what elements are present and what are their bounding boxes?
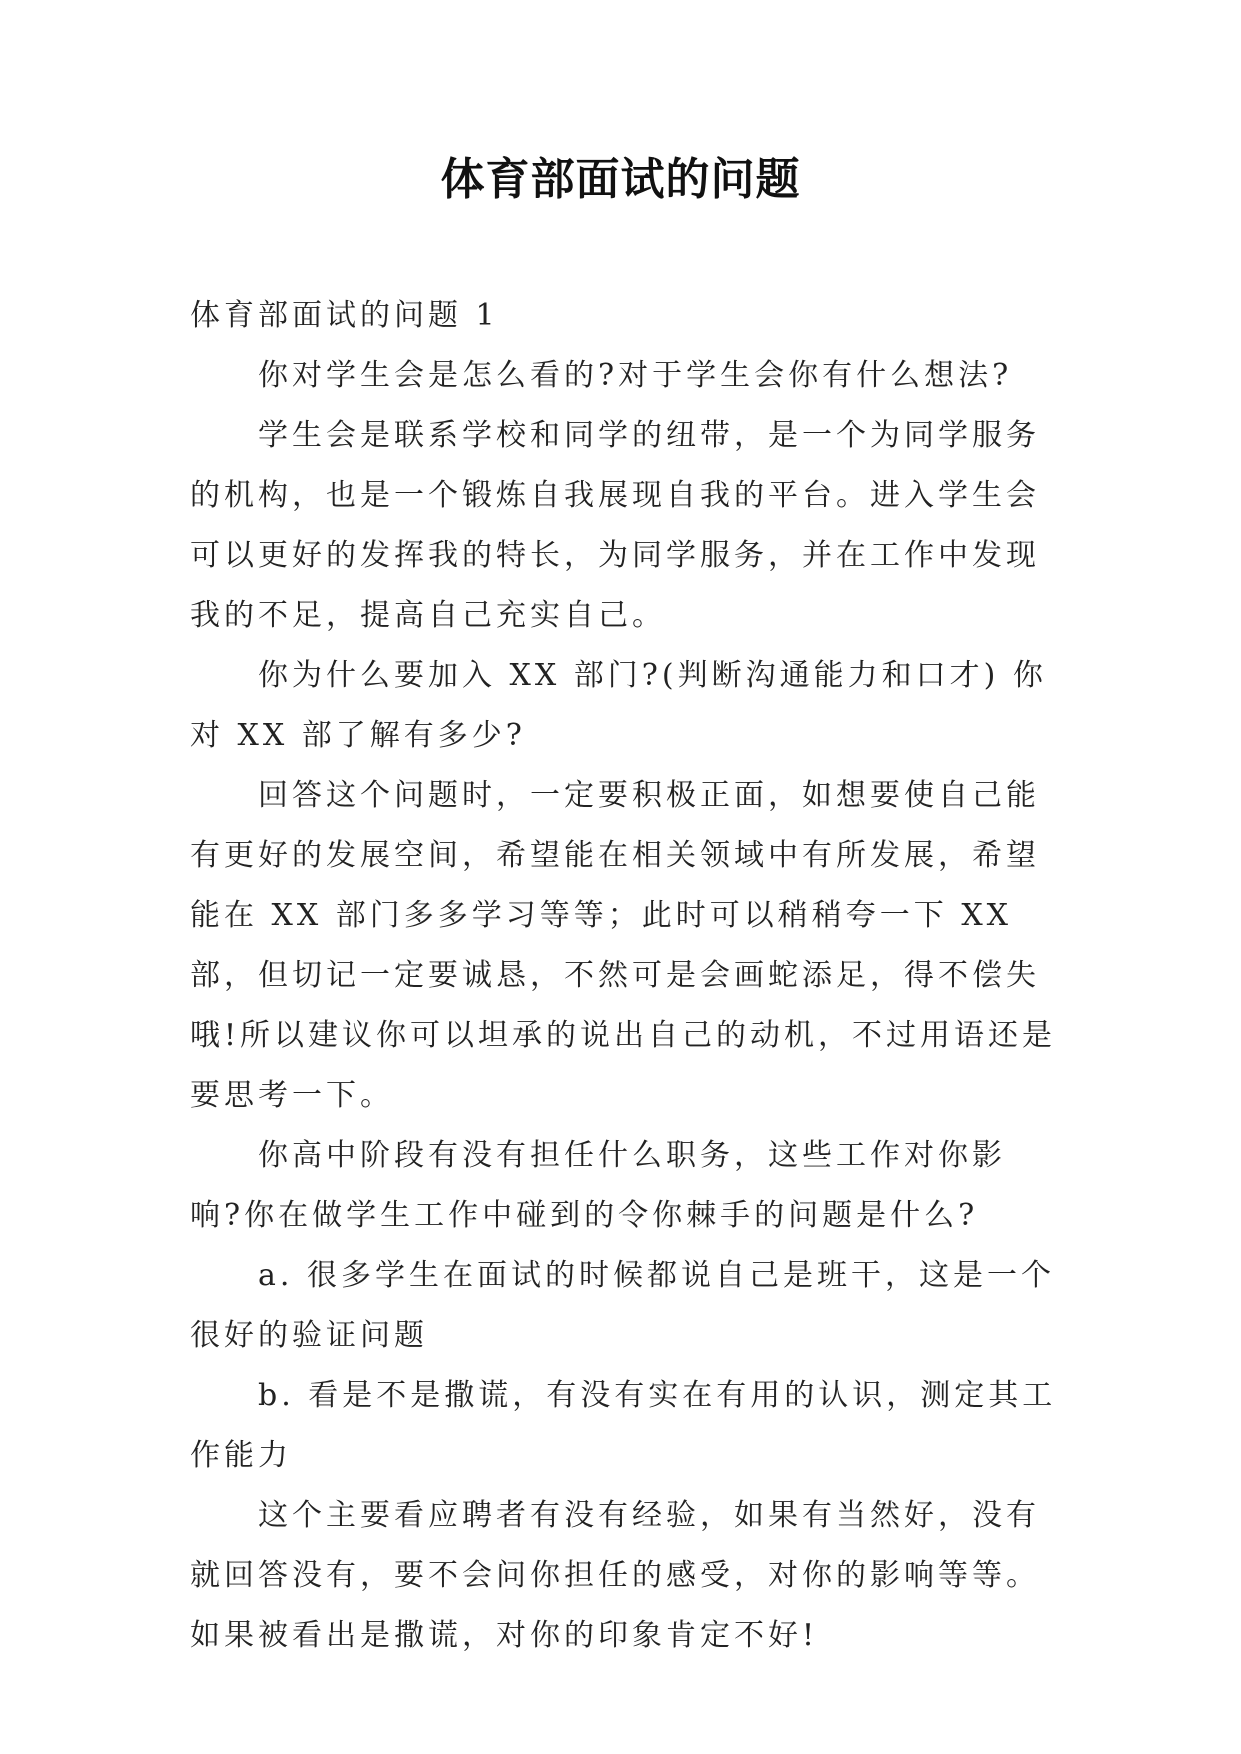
paragraph-question-2: 你为什么要加入 XX 部门?(判断沟通能力和口才) 你对 XX 部了解有多少? <box>190 658 1047 753</box>
paragraph-answer-3: 这个主要看应聘者有没有经验，如果有当然好，没有就回答没有，要不会问你担任的感受，对你的影响等等。如果被看出是撒谎，对你的印象肯定不好! <box>190 1498 1040 1653</box>
paragraph-question-3: 你高中阶段有没有担任什么职务，这些工作对你影响?你在做学生工作中碰到的令你棘手的问题是什么? <box>190 1138 1006 1233</box>
paragraph-answer-2: 回答这个问题时，一定要积极正面，如想要使自己能有更好的发展空间，希望能在相关领域中有所发展，希望能在 XX 部门多多学习等等；此时可以稍稍夸一下 XX 部，但切记一定要诚恳，不然可是会画蛇添足，得不偿失哦!所以建议你可以坦承的说出自己的动机，不过用语还是要思考一下。 <box>190 778 1057 1113</box>
document-title: 体育部面试的问题 <box>440 154 801 205</box>
section-heading: 体育部面试的问题 1 <box>190 298 499 333</box>
paragraph-point-b: b. 看是不是撒谎，有没有实在有用的认识，测定其工作能力 <box>190 1378 1057 1473</box>
document-body <box>190 286 1060 1666</box>
paragraph-answer-1: 学生会是联系学校和同学的纽带，是一个为同学服务的机构，也是一个锻炼自我展现自我的平台。进入学生会可以更好的发挥我的特长，为同学服务，并在工作中发现我的不足，提高自己充实自己。 <box>190 418 1040 633</box>
paragraph-point-a: a. 很多学生在面试的时候都说自己是班干，这是一个很好的验证问题 <box>190 1258 1055 1353</box>
paragraph-question-1: 你对学生会是怎么看的?对于学生会你有什么想法? <box>258 358 1013 393</box>
